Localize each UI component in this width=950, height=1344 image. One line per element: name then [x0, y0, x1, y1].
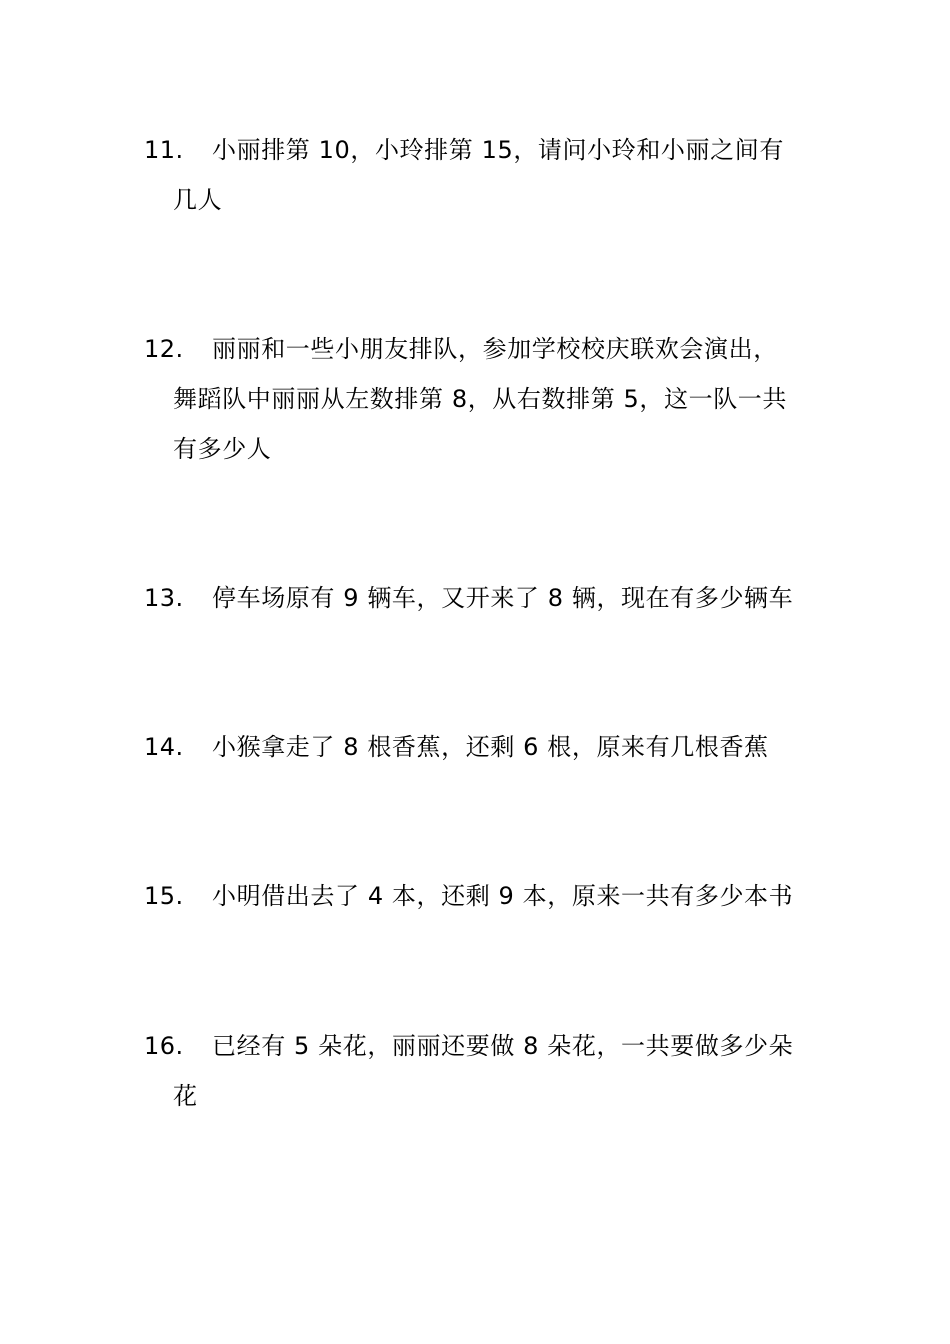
question-text: 有多少人: [173, 435, 272, 463]
question-text: 停车场原有 9 辆车，又开来了 8 辆，现在有多少辆车: [212, 584, 794, 612]
question-14: [144, 722, 814, 772]
question-text: 花: [173, 1082, 198, 1110]
question-number: 12.: [144, 335, 184, 363]
question-text: 小猴拿走了 8 根香蕉，还剩 6 根，原来有几根香蕉: [212, 733, 769, 761]
question-text: 小丽排第 10，小玲排第 15，请问小玲和小丽之间有: [212, 136, 784, 164]
question-16: [144, 1021, 814, 1121]
question-line: [144, 573, 814, 623]
question-number: 16.: [144, 1032, 184, 1060]
question-15: [144, 871, 814, 921]
question-number: 15.: [144, 882, 184, 910]
question-text: 小明借出去了 4 本，还剩 9 本，原来一共有多少本书: [212, 882, 794, 910]
question-line: [144, 175, 814, 225]
question-text: 丽丽和一些小朋友排队，参加学校校庆联欢会演出，: [212, 335, 778, 363]
question-13: [144, 573, 814, 623]
question-number: 14.: [144, 733, 184, 761]
question-12: [144, 324, 814, 474]
question-line: [144, 722, 814, 772]
question-number: 13.: [144, 584, 184, 612]
question-line: [144, 374, 814, 424]
question-line: [144, 871, 814, 921]
question-line: [144, 324, 814, 374]
question-text: 舞蹈队中丽丽从左数排第 8，从右数排第 5，这一队一共: [173, 385, 787, 413]
question-line: [144, 125, 814, 175]
question-line: [144, 424, 814, 474]
question-text: 几人: [173, 186, 223, 214]
question-line: [144, 1021, 814, 1071]
question-line: [144, 1071, 814, 1121]
question-11: [144, 125, 814, 225]
question-number: 11.: [144, 136, 184, 164]
question-text: 已经有 5 朵花，丽丽还要做 8 朵花，一共要做多少朵: [212, 1032, 794, 1060]
